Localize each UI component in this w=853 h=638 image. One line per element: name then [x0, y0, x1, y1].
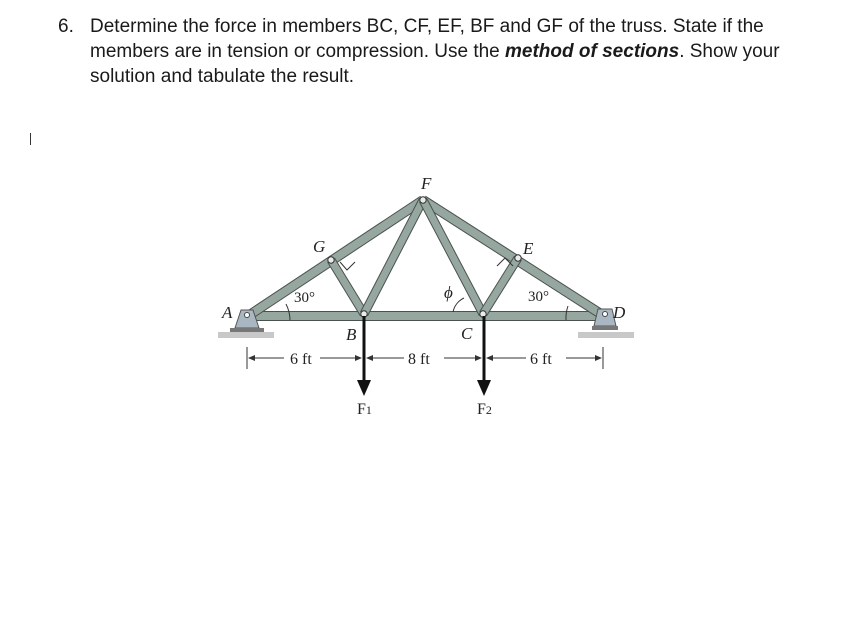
pin-g: [328, 257, 334, 263]
load-label-f1-sub: 1: [365, 403, 372, 417]
joint-label-d: D: [613, 303, 626, 322]
angle-label-right: 30°: [528, 289, 549, 305]
angle-label-phi: ϕ: [444, 283, 453, 302]
ground-right: [578, 332, 634, 338]
joint-label-c: C: [461, 324, 473, 343]
joint-label-e: E: [523, 239, 534, 258]
dimension-label-mid: 8 ft: [408, 351, 430, 368]
load-label-f1: [357, 401, 372, 418]
problem-number: 6.: [58, 16, 74, 37]
joint-label-a: A: [222, 303, 233, 322]
pin-f: [420, 197, 426, 203]
load-label-f2: [477, 401, 492, 418]
dimension-label-right: 6 ft: [530, 351, 552, 368]
load-label-f2-letter: F: [477, 401, 486, 418]
load-label-f2-sub: 2: [485, 403, 492, 417]
problem-text-part1: Determine the force in members BC, CF, EF, BF and GF of the truss. State if the members are in tension or compression. Use the: [90, 16, 764, 62]
member-ce: [483, 258, 518, 314]
load-label-f1-letter: F: [357, 401, 366, 418]
pin-e: [515, 255, 521, 261]
member-gb: [331, 260, 364, 314]
joint-label-b: B: [346, 325, 357, 344]
joint-label-g: G: [313, 237, 326, 256]
load-arrow-f1: [357, 316, 371, 396]
angle-arc-phi: [453, 298, 464, 312]
joint-label-f: F: [421, 174, 432, 193]
right-angle-mark-left: [340, 262, 355, 270]
problem-text-part2: . Show your solution and tabulate the result.: [90, 41, 780, 87]
ground-left: [218, 332, 274, 338]
dimension-label-left: 6 ft: [290, 351, 312, 368]
load-arrow-f2: [477, 316, 491, 396]
problem-text-bold: method of sections: [505, 41, 680, 62]
angle-label-left: 30°: [294, 290, 315, 306]
